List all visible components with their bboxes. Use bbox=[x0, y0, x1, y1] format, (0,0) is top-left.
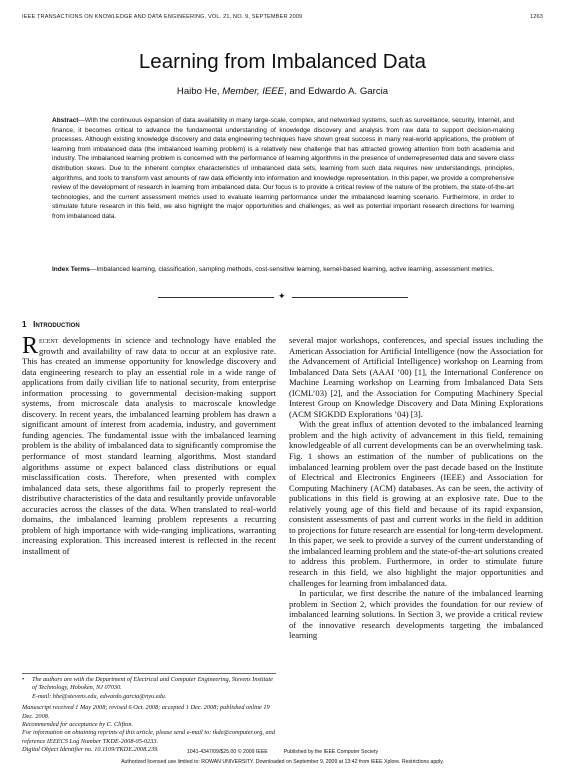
separator-line-left bbox=[158, 297, 274, 298]
separator-diamond-icon: ✦ bbox=[278, 292, 286, 302]
column-right bbox=[289, 335, 543, 641]
section-title: Introduction bbox=[33, 320, 80, 329]
intro-paragraph-3: With the great influx of attention devoted to the imbalanced learning problem and the high activity of advancement in this field, remaining knowledgeable of all current developments can be an overwhelming task. Fig. 1 shows an estimation of the number of publications on the imbalanced learning problem over the past decade based on the Institute of Electrical and Electronics Engineers (IEEE) and Association for Computing Machinery (ACM) databases. As can be seen, the activity of publications in this field is growing at an explosive rate. Due to the relatively young age of this field and because of its rapid expansion, consistent assessments of past and current works in the field in addition to projections for future research are essential for long-term development. In this paper, we seek to provide a survey of the current understanding of the imbalanced learning problem and the state-of-the-art solutions created to address this problem. Furthermore, in order to stimulate future research in this field, we also highlight the major opportunities and challenges for learning from imbalanced data. bbox=[289, 419, 543, 588]
issn-price: 1041-4347/09/$25.00 © 2009 IEEE bbox=[186, 749, 268, 755]
index-terms bbox=[52, 265, 514, 275]
author-line bbox=[0, 86, 565, 97]
intro-paragraph-2: several major workshops, conferences, and special issues including the American Association for Artificial Intelligence (now the Association for the Advancement of Artificial Intelligence) workshop on Learning from Imbalanced Data Sets (AAAI ’00) [1], the International Conference on Machine Learning workshop on Learning from Imbalanced Data Sets (ICML’03) [2], and the Association for Computing Machinery Special Interest Group on Knowledge Discovery and Data Mining Explorations (ACM SIGKDD Explorations ’04) [3]. bbox=[289, 335, 543, 419]
intro-paragraph-1-text: developments in science and technology have enabled the growth and availability of raw data to occur at an explosive rate. This has created an immense opportunity for knowledge discovery and data engineering research to play an essential role in a wide range of applications from daily civilian life to national security, from enterprise information processing to governmental decision-making support systems, from microscale data analysis to macroscale knowledge discovery. In recent years, the imbalanced learning problem has drawn a significant amount of interest from academia, industry, and government funding agencies. The fundamental issue with the imbalanced learning problem is the ability of imbalanced data to significantly compromise the performance of most standard learning algorithms. Most standard algorithms assume or expect balanced class distributions or equal misclassification costs. Therefore, when presented with complex imbalanced data sets, these algorithms fail to properly represent the distributive characteristics of the data and resultantly provide unfavorable accuracies across the classes of the data. When translated to real-world domains, the imbalanced learning problem represents a recurring problem of high importance with wide-ranging implications, warranting increasing exploration. This increased interest is reflected in the recent installment of bbox=[22, 335, 276, 556]
index-terms-text: —Imbalanced learning, classification, sampling methods, cost-sensitive learning, kernel-based learning, active learning, assessment metrics. bbox=[89, 266, 495, 273]
footnote-rule bbox=[22, 673, 276, 674]
doi: Digital Object Identifier no. 10.1109/TKDE.2008.239. bbox=[22, 746, 159, 754]
author-role: Member, IEEE bbox=[222, 86, 285, 97]
section-number: 1 bbox=[22, 320, 27, 329]
email-text: E-mail: hhe@stevens.edu, edwardo.garcia@nyu.edu. bbox=[32, 692, 167, 700]
abstract-text: —With the continuous expansion of data availability in many large-scale, complex, and networked systems, such as surveillance, security, Internet, and finance, it becomes critical to advance the fundamental understanding of knowledge discovery and analysis from raw data to support decision-making processes. Although existing knowledge discovery and data engineering techniques have shown great success in many real-world applications, the problem of learning from imbalanced data (the imbalanced learning problem) is a relatively new challenge that has attracted growing attention from both academia and industry. The imbalanced learning problem is concerned with the performance of learning algorithms in the presence of underrepresented data and severe class distribution skews. Due to the inherent complex characteristics of imbalanced data sets, learning from such data requires new understandings, principles, algorithms, and tools to transform vast amounts of raw data efficiently into information and knowledge representation. In this paper, we provide a comprehensive review of the development of research in learning from imbalanced data. Our focus is to provide a critical review of the nature of the problem, the state-of-the-art technologies, and the current assessment metrics used to evaluate learning performance under the imbalanced learning scenario. Furthermore, in order to stimulate future research in this field, we also highlight the major opportunities and challenges, as well as potential important research directions for learning from imbalanced data. bbox=[52, 117, 514, 220]
running-header bbox=[22, 14, 543, 24]
author-rest: , and Edwardo A. Garcia bbox=[284, 86, 389, 97]
license-notice: Authorized licensed use limited to: ROWAN UNIVERSITY. Downloaded on September 9, 2009 at 13:42 from IEEE Xplore. Restrictions apply. bbox=[121, 759, 444, 765]
intro-paragraph-1 bbox=[22, 335, 276, 556]
author-first: Haibo He, bbox=[176, 86, 223, 97]
abstract-label: Abstract bbox=[52, 117, 79, 124]
publisher-footer bbox=[0, 749, 565, 755]
abstract bbox=[52, 116, 514, 222]
footnotes bbox=[22, 676, 276, 755]
recommended-by: Recommended for acceptance by C. Clifton. bbox=[22, 721, 134, 729]
affiliation-text: The authors are with the Department of Electrical and Computer Engineering, Stevens Institute of Technology, Hoboken, NJ 07030. bbox=[32, 676, 273, 692]
dropcap: R bbox=[22, 333, 39, 359]
section-separator bbox=[158, 293, 408, 303]
footnote-affiliation bbox=[22, 676, 276, 701]
page-number: 1263 bbox=[529, 14, 543, 20]
separator-line-right bbox=[292, 297, 408, 298]
reprints-info: For information on obtaining reprints of this article, please send e-mail to: tkde@computer.org, and reference IEEECS Log Number TKDE-2008-05-0233. bbox=[22, 729, 275, 745]
index-terms-label: Index Terms bbox=[52, 266, 90, 273]
footnote-bullet-icon: • bbox=[22, 676, 25, 683]
journal-header: IEEE TRANSACTIONS ON KNOWLEDGE AND DATA ENGINEERING, VOL. 21, NO. 9, SEPTEMBER 2009 bbox=[22, 14, 303, 20]
dropcap-smallcaps: ecent bbox=[39, 335, 59, 345]
section-heading bbox=[22, 320, 80, 329]
paper-title: Learning from Imbalanced Data bbox=[138, 50, 427, 73]
publisher: Published by the IEEE Computer Society bbox=[283, 749, 379, 755]
column-left bbox=[22, 335, 276, 556]
intro-paragraph-4: In particular, we first describe the nature of the imbalanced learning problem in Section 2, which provides the foundation for our review of imbalanced learning solutions. In Section 3, we provide a critical review of the innovative research developments targeting the imbalanced learning bbox=[289, 588, 543, 641]
manuscript-dates: Manuscript received 1 May 2008; revised 6 Oct. 2008; accepted 1 Dec. 2008; published online 19 Dec. 2008. bbox=[22, 704, 270, 720]
